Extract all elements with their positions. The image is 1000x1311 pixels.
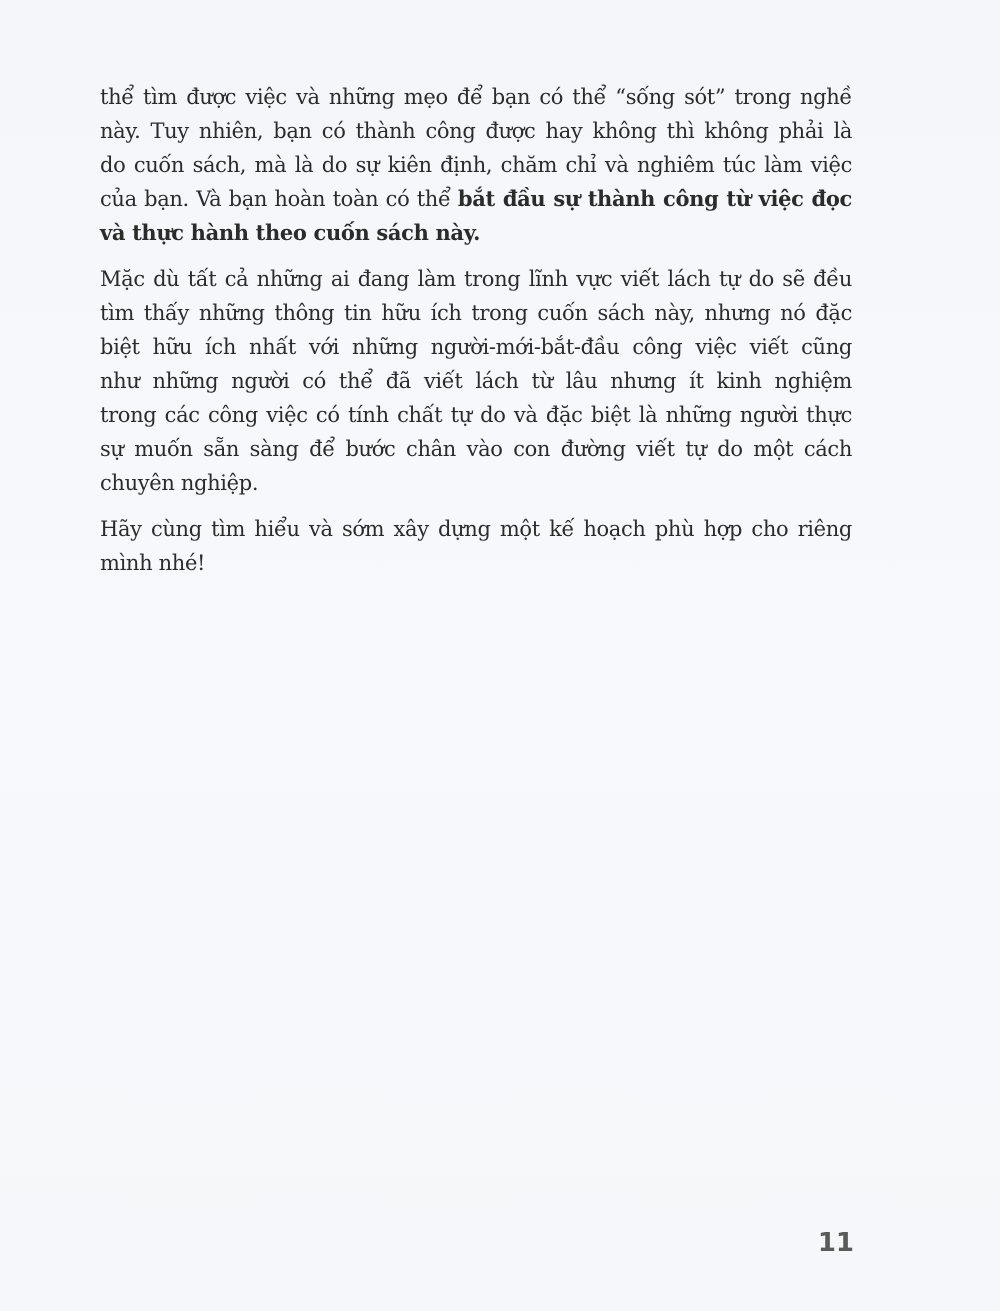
text-span: tìm thấy những thông tin hữu ích trong cuốn sách này, nhưng nó đặc (100, 301, 852, 325)
paragraph (100, 512, 852, 580)
page-number: 11 (817, 1228, 854, 1258)
bold-text-span: và thực hành theo cuốn sách này. (100, 220, 481, 245)
text-line (100, 114, 852, 148)
text-span: biệt hữu ích nhất với những người-mới-bắt-đầu công việc viết cũng (100, 335, 852, 359)
text-line (100, 432, 852, 466)
text-span: trong các công việc có tính chất tự do và đặc biệt là những người thực (100, 403, 852, 427)
text-span: của bạn. Và bạn hoàn toàn có thể (100, 187, 458, 211)
text-span: thể tìm được việc và những mẹo để bạn có thể “sống sót” trong nghề (100, 85, 852, 109)
text-line (100, 512, 852, 546)
bold-text-span: bắt đầu sự thành công từ việc đọc (457, 186, 852, 211)
text-span: như những người có thể đã viết lách từ lâu nhưng ít kinh nghiệm (100, 369, 852, 393)
text-line (100, 398, 852, 432)
text-line (100, 466, 852, 500)
text-line (100, 148, 852, 182)
body-text (100, 80, 852, 592)
text-line (100, 330, 852, 364)
text-line (100, 216, 852, 250)
text-span: sự muốn sẵn sàng để bước chân vào con đường viết tự do một cách (100, 437, 852, 461)
text-line (100, 262, 852, 296)
text-line (100, 546, 852, 580)
text-span: chuyên nghiệp. (100, 471, 259, 495)
text-span: này. Tuy nhiên, bạn có thành công được hay không thì không phải là (100, 119, 852, 143)
text-span: do cuốn sách, mà là do sự kiên định, chăm chỉ và nghiêm túc làm việc (100, 153, 852, 177)
text-span: mình nhé! (100, 551, 206, 575)
text-line (100, 364, 852, 398)
paragraph (100, 262, 852, 500)
paragraph (100, 80, 852, 250)
text-line (100, 80, 852, 114)
text-line (100, 182, 852, 216)
text-line (100, 296, 852, 330)
text-span: Hãy cùng tìm hiểu và sớm xây dựng một kế hoạch phù hợp cho riêng (100, 517, 852, 541)
text-span: Mặc dù tất cả những ai đang làm trong lĩnh vực viết lách tự do sẽ đều (100, 267, 852, 291)
